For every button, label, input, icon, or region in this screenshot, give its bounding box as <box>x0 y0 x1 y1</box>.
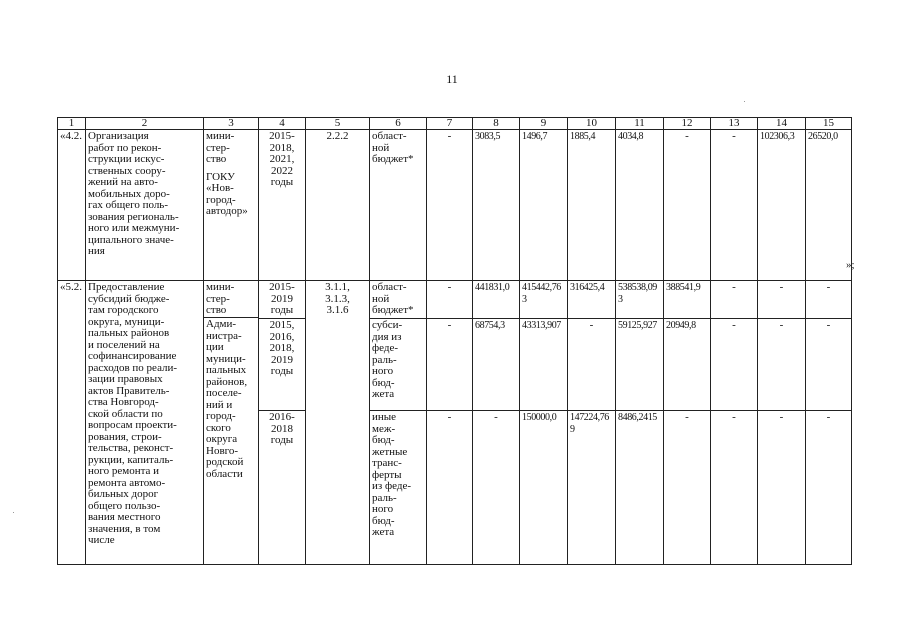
amount-cell: - <box>427 281 473 319</box>
amount-cell: 1496,7 <box>520 130 568 281</box>
row-number: «4.2. <box>58 130 86 281</box>
amount-cell: 415442,763 <box>520 281 568 319</box>
measure-name: Организация работ по рекон- струкции искус- ственных соору- жений на авто- мобильных доро- гах общего поль- зования региональ- ного или межмуни- ципального значе- ния <box>86 130 204 281</box>
col-num-header: 8 <box>473 118 520 130</box>
measure-name: Предоставление субсидий бюдже- там городского округа, муници- пальных районов и поселений на софинансирование расходов по реали- зации правовых актов Правитель- ства Новгород- ской области по вопросам проекти- рования, строи- тельства, реконст- рукции, капиталь- ного ремонта и ремонта автомо- бильных дорог общего пользо- вания местного значения, в том числе <box>86 281 204 565</box>
scan-speck <box>744 101 745 102</box>
amount-cell: - <box>711 411 758 565</box>
amount-cell: - <box>473 411 520 565</box>
funding-source: област- ной бюджет* <box>370 281 427 319</box>
scan-speck <box>13 512 14 513</box>
amount-cell: 68754,3 <box>473 319 520 411</box>
program-table <box>57 117 852 565</box>
table-row <box>58 130 852 281</box>
amount-cell: - <box>427 411 473 565</box>
amount-cell: 102306,3 <box>758 130 806 281</box>
amount-cell: - <box>568 319 616 411</box>
amount-cell: 150000,0 <box>520 411 568 565</box>
column-number-row <box>58 118 852 130</box>
target-indicator: 3.1.1, 3.1.3, 3.1.6 <box>306 281 370 565</box>
amount-cell: 59125,927 <box>616 319 664 411</box>
term-years: 2015- 2018, 2021, 2022 годы <box>259 130 306 281</box>
term-years: 2015- 2019 годы <box>259 281 306 319</box>
col-num-header: 6 <box>370 118 427 130</box>
closing-quote-mark: »; <box>846 259 855 271</box>
funding-source: иные меж- бюд- жетные транс- ферты из феде- раль- ного бюд- жета <box>370 411 427 565</box>
col-num-header: 2 <box>86 118 204 130</box>
amount-cell: - <box>664 411 711 565</box>
amount-cell: - <box>806 281 852 319</box>
amount-cell: - <box>711 319 758 411</box>
amount-cell: 4034,8 <box>616 130 664 281</box>
table-row <box>58 281 852 319</box>
amount-cell: - <box>711 130 758 281</box>
term-years: 2016- 2018 годы <box>259 411 306 565</box>
executor: мини- стер- ство Адми- нистра- ции муници- пальных районов, поселе- ний и город- ского округа Новго- родской области <box>204 281 259 565</box>
term-years: 2015, 2016, 2018, 2019 годы <box>259 319 306 411</box>
amount-cell: - <box>806 319 852 411</box>
amount-cell: - <box>711 281 758 319</box>
amount-cell: 26520,0 <box>806 130 852 281</box>
col-num-header: 9 <box>520 118 568 130</box>
amount-cell: - <box>427 319 473 411</box>
amount-cell: - <box>427 130 473 281</box>
col-num-header: 11 <box>616 118 664 130</box>
col-num-header: 7 <box>427 118 473 130</box>
col-num-header: 1 <box>58 118 86 130</box>
amount-cell: 538538,093 <box>616 281 664 319</box>
amount-cell: 3083,5 <box>473 130 520 281</box>
amount-cell: 388541,9 <box>664 281 711 319</box>
executor: мини- стер- ство ГОКУ «Нов- город- автодор» <box>204 130 259 281</box>
amount-cell: - <box>664 130 711 281</box>
col-num-header: 13 <box>711 118 758 130</box>
amount-cell: 147224,769 <box>568 411 616 565</box>
amount-cell: 8486,2415 <box>616 411 664 565</box>
amount-cell: 43313,907 <box>520 319 568 411</box>
amount-cell: - <box>806 411 852 565</box>
amount-cell: 316425,4 <box>568 281 616 319</box>
col-num-header: 3 <box>204 118 259 130</box>
amount-cell: - <box>758 411 806 565</box>
target-indicator: 2.2.2 <box>306 130 370 281</box>
amount-cell: - <box>758 281 806 319</box>
col-num-header: 4 <box>259 118 306 130</box>
page-number: 11 <box>446 72 458 86</box>
col-num-header: 14 <box>758 118 806 130</box>
row-number: «5.2. <box>58 281 86 565</box>
funding-source: област- ной бюджет* <box>370 130 427 281</box>
funding-source: субси- дия из феде- раль- ного бюд- жета <box>370 319 427 411</box>
col-num-header: 12 <box>664 118 711 130</box>
amount-cell: 441831,0 <box>473 281 520 319</box>
amount-cell: - <box>758 319 806 411</box>
col-num-header: 15 <box>806 118 852 130</box>
amount-cell: 1885,4 <box>568 130 616 281</box>
amount-cell: 20949,8 <box>664 319 711 411</box>
col-num-header: 5 <box>306 118 370 130</box>
col-num-header: 10 <box>568 118 616 130</box>
